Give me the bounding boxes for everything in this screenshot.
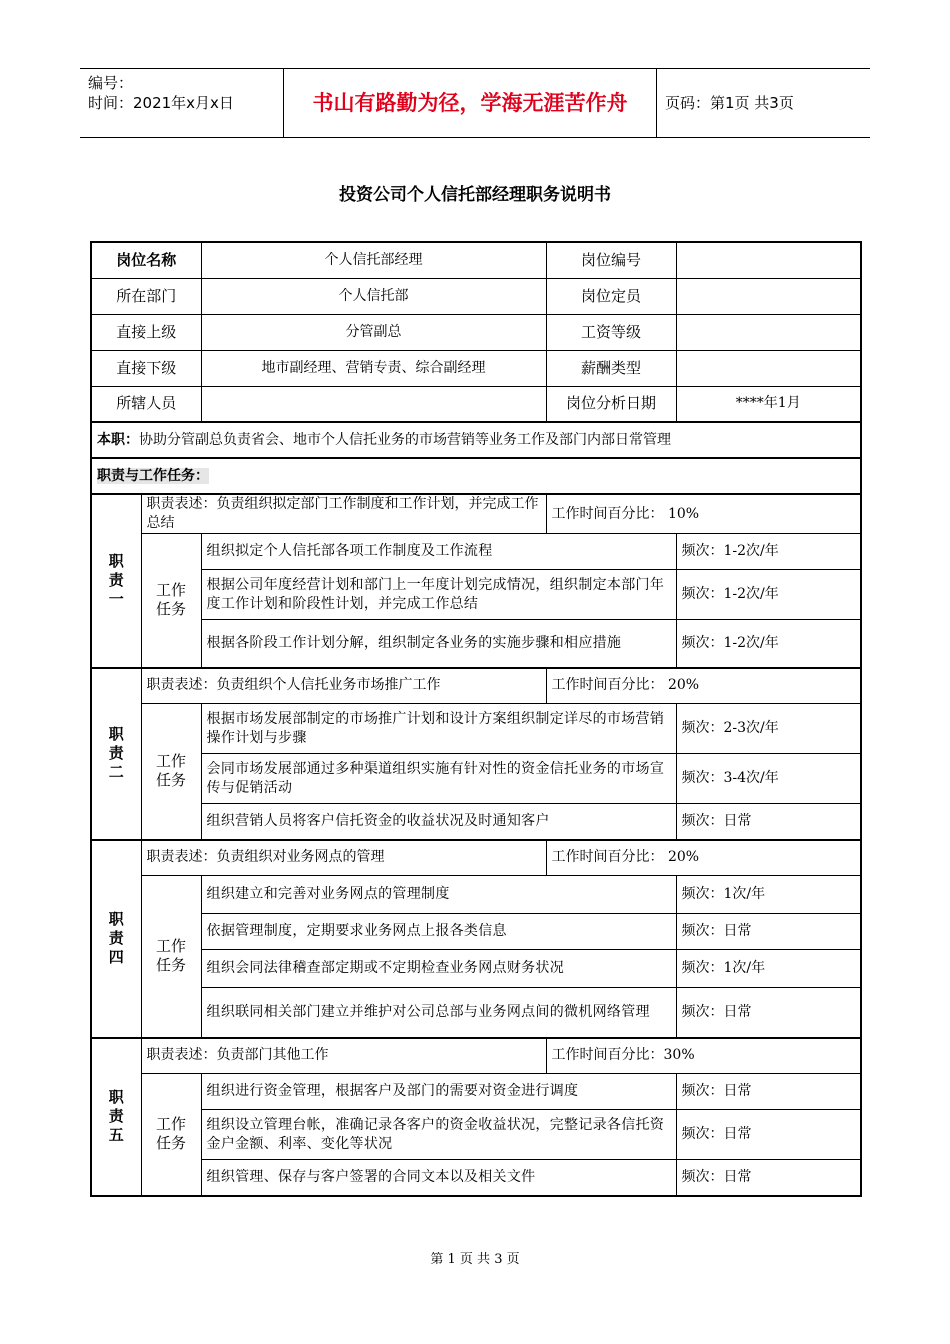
task-text: 根据公司年度经营计划和部门上一年度计划完成情况，组织制定本部门年度工作计划和阶段性计划，并完成工作总结 bbox=[201, 570, 676, 620]
document-time-label: 时间：2021年x月x日 bbox=[88, 94, 234, 112]
task-row bbox=[91, 1160, 861, 1196]
salary-grade-label: 工资等级 bbox=[546, 314, 676, 350]
duty-row bbox=[91, 422, 861, 458]
task-text: 组织设立管理台帐，准确记录各客户的资金收益状况，完整记录各信托资金户金额、利率、变化等状况 bbox=[201, 1110, 676, 1160]
responsibility-heading-char: 四 bbox=[108, 948, 124, 966]
task-label bbox=[141, 876, 201, 1038]
department-value: 个人信托部 bbox=[201, 278, 546, 314]
responsibility-heading-char: 职 bbox=[108, 552, 124, 571]
task-row bbox=[91, 914, 861, 950]
task-label-line: 任务 bbox=[156, 956, 187, 975]
task-row bbox=[91, 876, 861, 914]
task-frequency: 频次：1次/年 bbox=[676, 876, 861, 914]
time-percentage: 工作时间百分比：30% bbox=[546, 1038, 861, 1074]
info-row bbox=[91, 242, 861, 278]
time-percentage: 工作时间百分比： 20% bbox=[546, 840, 861, 876]
responsibility-heading bbox=[91, 494, 141, 668]
responsibility-description-row bbox=[91, 494, 861, 534]
pay-type-value bbox=[676, 350, 861, 386]
task-label bbox=[141, 534, 201, 668]
task-label-line: 任务 bbox=[156, 1134, 187, 1153]
responsibility-description: 职责表述：负责组织对业务网点的管理 bbox=[141, 840, 546, 876]
task-label-line: 工作 bbox=[156, 752, 187, 771]
page-footer: 第 1 页 共 3 页 bbox=[430, 1252, 520, 1267]
responsibility-heading-char: 职 bbox=[108, 910, 124, 928]
task-text: 依据管理制度，定期要求业务网点上报各类信息 bbox=[201, 914, 676, 950]
headcount-label: 岗位定员 bbox=[546, 278, 676, 314]
time-percentage: 工作时间百分比： 20% bbox=[546, 668, 861, 704]
info-row bbox=[91, 314, 861, 350]
pay-type-label: 薪酬类型 bbox=[546, 350, 676, 386]
info-row bbox=[91, 278, 861, 314]
responsibility-description-row bbox=[91, 840, 861, 876]
task-text: 组织营销人员将客户信托资金的收益状况及时通知客户 bbox=[201, 804, 676, 840]
salary-grade-value bbox=[676, 314, 861, 350]
responsibility-heading-char: 职 bbox=[108, 1088, 124, 1106]
header-page-info: 页码：第1页 共3页 bbox=[665, 94, 794, 112]
task-text: 组织会同法律稽查部定期或不定期检查业务网点财务状况 bbox=[201, 950, 676, 988]
task-row bbox=[91, 804, 861, 840]
responsibility-heading bbox=[91, 840, 141, 1038]
task-label-line: 任务 bbox=[156, 771, 187, 790]
header-meta bbox=[88, 73, 278, 113]
task-frequency: 频次：2-3次/年 bbox=[676, 704, 861, 754]
staff-value bbox=[201, 386, 546, 422]
document-number-label: 编号： bbox=[88, 74, 134, 92]
task-frequency: 频次：1-2次/年 bbox=[676, 534, 861, 570]
task-row bbox=[91, 988, 861, 1038]
duty-label: 本职： bbox=[97, 431, 139, 448]
responsibility-description-row bbox=[91, 668, 861, 704]
responsibility-heading bbox=[91, 668, 141, 840]
task-row bbox=[91, 534, 861, 570]
task-label-line: 任务 bbox=[156, 600, 187, 619]
task-label bbox=[141, 1074, 201, 1196]
task-frequency: 频次：日常 bbox=[676, 1110, 861, 1160]
responsibilities-heading: 职责与工作任务： bbox=[97, 467, 209, 484]
task-row bbox=[91, 620, 861, 668]
time-percentage: 工作时间百分比： 10% bbox=[546, 494, 861, 534]
task-text: 组织管理、保存与客户签署的合同文本以及相关文件 bbox=[201, 1160, 676, 1196]
responsibility-heading-char: 一 bbox=[108, 590, 124, 609]
responsibility-description-row bbox=[91, 1038, 861, 1074]
task-row bbox=[91, 1110, 861, 1160]
task-row bbox=[91, 704, 861, 754]
task-frequency: 频次：日常 bbox=[676, 1074, 861, 1110]
responsibility-heading-char: 五 bbox=[108, 1126, 124, 1144]
task-text: 组织进行资金管理，根据客户及部门的需要对资金进行调度 bbox=[201, 1074, 676, 1110]
task-row bbox=[91, 754, 861, 804]
task-row bbox=[91, 950, 861, 988]
task-frequency: 频次：日常 bbox=[676, 914, 861, 950]
task-frequency: 频次：1-2次/年 bbox=[676, 620, 861, 668]
task-label-line: 工作 bbox=[156, 937, 187, 956]
position-name-label: 岗位名称 bbox=[91, 242, 201, 278]
responsibility-description: 职责表述：负责部门其他工作 bbox=[141, 1038, 546, 1074]
analysis-date-label: 岗位分析日期 bbox=[546, 386, 676, 422]
duty-cell bbox=[91, 422, 861, 458]
superior-value: 分管副总 bbox=[201, 314, 546, 350]
header-motto: 书山有路勤为径，学海无涯苦作舟 bbox=[283, 69, 657, 137]
superior-label: 直接上级 bbox=[91, 314, 201, 350]
document-title: 投资公司个人信托部经理职务说明书 bbox=[339, 185, 611, 205]
responsibility-heading-char: 责 bbox=[108, 744, 124, 762]
task-frequency: 频次：日常 bbox=[676, 1160, 861, 1196]
position-name-value: 个人信托部经理 bbox=[201, 242, 546, 278]
duty-text: 协助分管副总负责省会、地市个人信托业务的市场营销等业务工作及部门内部日常管理 bbox=[139, 431, 671, 448]
responsibility-heading-char: 责 bbox=[108, 571, 124, 590]
responsibility-heading-char: 二 bbox=[108, 763, 124, 781]
headcount-value bbox=[676, 278, 861, 314]
task-frequency: 频次：1-2次/年 bbox=[676, 570, 861, 620]
task-text: 根据各阶段工作计划分解，组织制定各业务的实施步骤和相应措施 bbox=[201, 620, 676, 668]
task-text: 组织拟定个人信托部各项工作制度及工作流程 bbox=[201, 534, 676, 570]
task-row bbox=[91, 1074, 861, 1110]
responsibility-description: 职责表述：负责组织拟定部门工作制度和工作计划，并完成工作总结 bbox=[141, 494, 546, 534]
responsibility-heading bbox=[91, 1038, 141, 1196]
subordinate-value: 地市副经理、营销专责、综合副经理 bbox=[201, 350, 546, 386]
task-text: 组织建立和完善对业务网点的管理制度 bbox=[201, 876, 676, 914]
responsibilities-heading-row bbox=[91, 458, 861, 494]
position-code-value bbox=[676, 242, 861, 278]
staff-label: 所辖人员 bbox=[91, 386, 201, 422]
responsibility-heading-char: 责 bbox=[108, 1107, 124, 1125]
task-text: 组织联同相关部门建立并维护对公司总部与业务网点间的微机网络管理 bbox=[201, 988, 676, 1038]
responsibilities-heading-cell bbox=[91, 458, 861, 494]
info-row bbox=[91, 386, 861, 422]
responsibility-description: 职责表述：负责组织个人信托业务市场推广工作 bbox=[141, 668, 546, 704]
task-label-line: 工作 bbox=[156, 581, 187, 600]
responsibility-heading-char: 责 bbox=[108, 929, 124, 947]
task-label bbox=[141, 704, 201, 840]
task-frequency: 频次：1次/年 bbox=[676, 950, 861, 988]
task-label-line: 工作 bbox=[156, 1115, 187, 1134]
task-row bbox=[91, 570, 861, 620]
department-label: 所在部门 bbox=[91, 278, 201, 314]
position-code-label: 岗位编号 bbox=[546, 242, 676, 278]
analysis-date-value: ****年1月 bbox=[676, 386, 861, 422]
info-row bbox=[91, 350, 861, 386]
job-description-table bbox=[90, 241, 862, 1197]
task-text: 会同市场发展部通过多种渠道组织实施有针对性的资金信托业务的市场宣传与促销活动 bbox=[201, 754, 676, 804]
task-frequency: 频次：日常 bbox=[676, 804, 861, 840]
task-frequency: 频次：日常 bbox=[676, 988, 861, 1038]
task-frequency: 频次：3-4次/年 bbox=[676, 754, 861, 804]
subordinate-label: 直接下级 bbox=[91, 350, 201, 386]
page-header bbox=[80, 68, 870, 138]
task-text: 根据市场发展部制定的市场推广计划和设计方案组织制定详尽的市场营销操作计划与步骤 bbox=[201, 704, 676, 754]
responsibility-heading-char: 职 bbox=[108, 725, 124, 743]
